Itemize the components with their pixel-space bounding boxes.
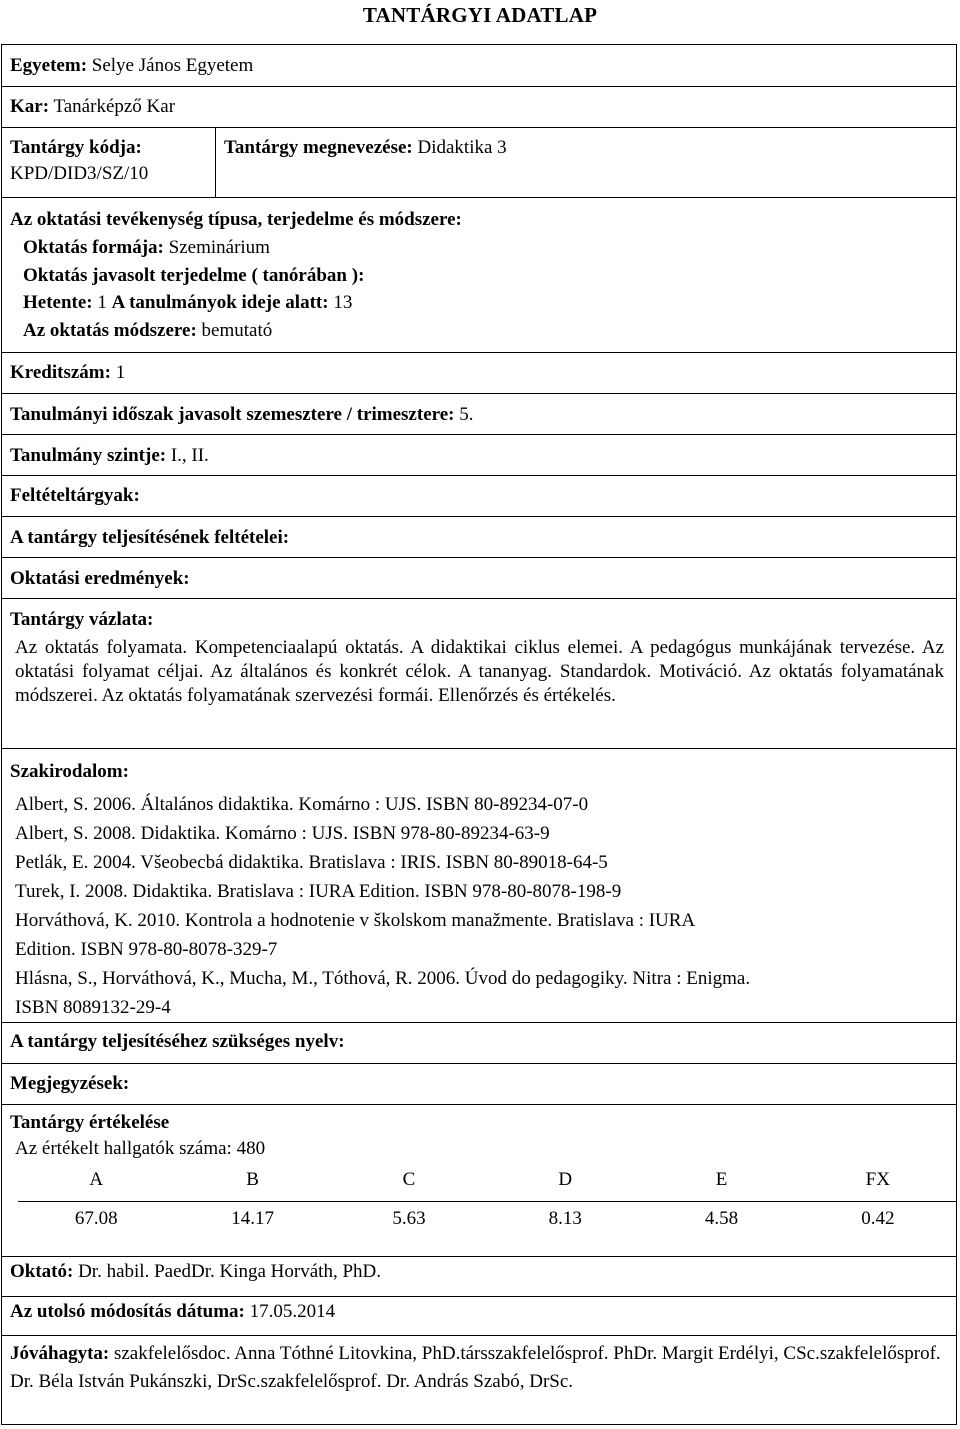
total-label: A tanulmányok ideje alatt: — [111, 292, 329, 314]
teacher-row — [2, 1256, 956, 1296]
outcomes-label: Oktatási eredmények: — [10, 568, 190, 589]
activity-heading: Az oktatási tevékenység típusa, terjedelme és módszere: — [10, 209, 462, 230]
outline-label: Tantárgy vázlata: — [10, 609, 154, 630]
scope-label: Oktatás javasolt terjedelme ( tanórában ): — [23, 264, 365, 286]
language-label: A tantárgy teljesítéséhez szükséges nyelv: — [10, 1031, 345, 1052]
credits-value: 1 — [115, 362, 126, 383]
total-value: 13 — [333, 292, 353, 314]
evaluation-count: Az értékelt hallgatók száma: 480 — [15, 1137, 266, 1159]
faculty-row — [2, 86, 956, 127]
form-label: Oktatás formája: — [23, 236, 164, 258]
grade-value: 4.58 — [704, 1207, 739, 1229]
teacher-label: Oktató: — [10, 1261, 74, 1282]
evaluation-label: Tantárgy értékelése — [10, 1112, 170, 1133]
activity-section — [2, 197, 956, 352]
document-title: TANTÁRGYI ADATLAP — [362, 3, 598, 27]
outcomes-row — [2, 557, 956, 598]
course-code-value: KPD/DID3/SZ/10 — [10, 162, 149, 184]
last-modified-label: Az utolsó módosítás dátuma: — [10, 1301, 245, 1322]
method-value: bemutató — [201, 320, 273, 342]
grade-value: 5.63 — [392, 1207, 426, 1229]
grade-header: E — [715, 1168, 728, 1190]
prerequisites-label: Feltételtárgyak: — [10, 485, 140, 506]
literature-item: Albert, S. 2008. Didaktika. Komárno : UJS. ISBN 978-80-89234-63-9 — [15, 822, 550, 844]
faculty-value: Tanárképző Kar — [53, 96, 176, 117]
grade-value: 67.08 — [74, 1207, 118, 1229]
weekly-value: 1 — [97, 292, 107, 314]
completion-label: A tantárgy teljesítésének feltételei: — [10, 527, 290, 548]
grade-header: FX — [865, 1168, 890, 1190]
literature-item: Albert, S. 2006. Általános didaktika. Komárno : UJS. ISBN 80-89234-07-0 — [15, 793, 589, 815]
university-row — [2, 45, 956, 86]
approved-section — [2, 1335, 956, 1424]
grade-table — [18, 1169, 956, 1238]
language-row — [2, 1022, 956, 1063]
grade-value: 0.42 — [861, 1207, 895, 1229]
semester-label: Tanulmányi időszak javasolt szemesztere / trimesztere: — [10, 404, 455, 425]
teacher-value: Dr. habil. PaedDr. Kinga Horváth, PhD. — [78, 1261, 381, 1282]
evaluation-section — [2, 1104, 956, 1256]
notes-label: Megjegyzések: — [10, 1073, 130, 1094]
level-label: Tanulmány szintje: — [10, 445, 167, 466]
grade-header: C — [402, 1168, 416, 1190]
semester-row — [2, 393, 956, 434]
course-datasheet — [1, 44, 957, 1425]
course-row — [2, 127, 956, 197]
course-name-value: Didaktika 3 — [417, 137, 507, 158]
level-row — [2, 434, 956, 475]
faculty-label: Kar: — [10, 96, 50, 117]
prerequisites-row — [2, 475, 956, 516]
course-name-cell — [216, 128, 956, 197]
semester-value: 5. — [459, 404, 474, 425]
grade-header: B — [246, 1168, 259, 1190]
approved-value: szakfelelősdoc. Anna Tóthné Litovkina, PhD.társszakfelelősprof. PhDr. Margit Erdélyi, CSc.szakfelelősprof. Dr. Béla István Pukánszki, DrSc.szakfelelősprof. Dr. András Szabó, DrSc. — [10, 1343, 941, 1392]
university-label: Egyetem: — [10, 55, 88, 76]
grade-header: A — [89, 1168, 104, 1190]
university-value: Selye János Egyetem — [91, 55, 254, 76]
course-name-label: Tantárgy megnevezése: — [224, 137, 413, 158]
literature-section — [2, 748, 956, 1022]
last-modified-row — [2, 1296, 956, 1335]
approved-label: Jóváhagyta: — [10, 1343, 110, 1364]
literature-item: Petlák, E. 2004. Všeobecbá didaktika. Bratislava : IRIS. ISBN 80-89018-64-5 — [15, 851, 608, 873]
completion-row — [2, 516, 956, 557]
credits-label: Kreditszám: — [10, 362, 111, 383]
literature-label: Szakirodalom: — [10, 761, 129, 782]
course-code-label: Tantárgy kódja: — [10, 137, 142, 158]
outline-section — [2, 598, 956, 748]
last-modified-value: 17.05.2014 — [249, 1301, 336, 1322]
notes-row — [2, 1063, 956, 1104]
literature-item: ISBN 8089132-29-4 — [15, 996, 171, 1018]
grade-value: 14.17 — [231, 1207, 274, 1229]
grade-value: 8.13 — [548, 1207, 582, 1229]
course-code-cell — [10, 128, 216, 197]
grade-header: D — [558, 1168, 573, 1190]
outline-text: Az oktatás folyamata. Kompetenciaalapú oktatás. A didaktikai ciklus elemei. A pedagógus munkájának tervezése. Az oktatási folyamat céljai. Az általános és konkrét célok. A tananyag. Standardok. Motiváció. Az oktatás folyamatának módszerei. Az oktatás folyamatának szervezési formái. Ellenőrzés és értékelés. — [15, 636, 944, 706]
literature-item: Horváthová, K. 2010. Kontrola a hodnotenie v školskom manažmente. Bratislava : IURA — [15, 909, 696, 931]
literature-item: Hlásna, S., Horváthová, K., Mucha, M., Tóthová, R. 2006. Úvod do pedagogiky. Nitra : Enigma. — [15, 967, 751, 989]
method-label: Az oktatás módszere: — [23, 320, 197, 342]
level-value: I., II. — [170, 445, 209, 466]
literature-item: Edition. ISBN 978-80-8078-329-7 — [15, 938, 278, 960]
form-value: Szeminárium — [168, 236, 270, 258]
credits-row — [2, 352, 956, 393]
literature-item: Turek, I. 2008. Didaktika. Bratislava : IURA Edition. ISBN 978-80-8078-198-9 — [15, 880, 622, 902]
weekly-label: Hetente: — [23, 292, 93, 314]
